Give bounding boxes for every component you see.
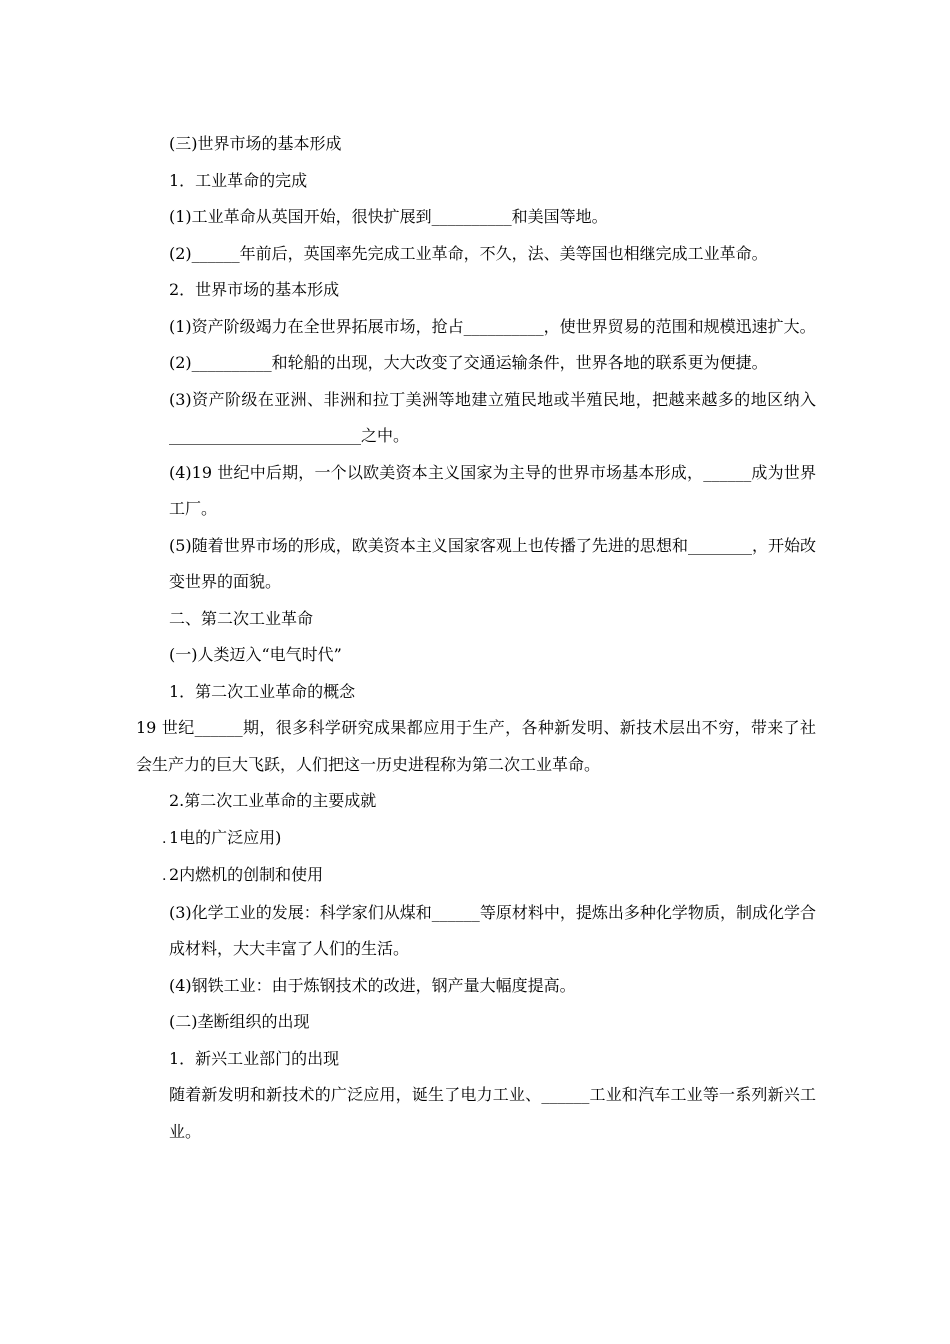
subheading-electric-age: (一)人类迈入“电气时代” <box>169 645 342 664</box>
item-internal-combustion <box>136 857 816 895</box>
item-steel-industry: (4)钢铁工业：由于炼钢技术的改进，钢产量大幅度提高。 <box>169 975 576 995</box>
item-spread-of-revolution: (1)工业革命从英国开始，很快扩展到__________和美国等地。 <box>169 207 608 226</box>
item-colonies: (3)资产阶级在亚洲、非洲和拉丁美洲等地建立殖民地或半殖民地，把越来越多的地区纳入________________________之中。 <box>169 389 816 445</box>
item-world-factory: (4)19 世纪中后期，一个以欧美资本主义国家为主导的世界市场基本形成，______成为世界工厂。 <box>169 462 816 518</box>
subheading-main-achievements: 2.第二次工业革命的主要成就 <box>169 791 377 810</box>
item-bourgeoisie-expand-market: (1)资产阶级竭力在全世界拓展市场，抢占__________，使世界贸易的范围和规模迅速扩大。 <box>169 316 816 336</box>
section-heading-world-market: (三)世界市场的基本形成 <box>169 134 342 153</box>
item-internal-combustion-text: 2内燃机的创制和使用 <box>169 865 324 884</box>
subheading-concept: 1．第二次工业革命的概念 <box>169 681 356 701</box>
subheading-monopoly: (二)垄断组织的出现 <box>169 1012 310 1031</box>
item-chemical-industry: (3)化学工业的发展：科学家们从煤和______等原材料中，提炼出多种化学物质，制成化学合成材料，大大丰富了人们的生活。 <box>169 902 816 958</box>
item-transport-conditions: (2)__________和轮船的出现，大大改变了交通运输条件，世界各地的联系更为便捷。 <box>169 353 768 372</box>
item-electricity <box>136 820 816 858</box>
paragraph-new-industries: 随着新发明和新技术的广泛应用，诞生了电力工业、______工业和汽车工业等一系列新兴工业。 <box>169 1085 816 1141</box>
document-body <box>136 126 816 1150</box>
item-britain-completes-revolution: (2)______年前后，英国率先完成工业革命，不久，法、美等国也相继完成工业革命。 <box>169 243 768 263</box>
bullet-mark: . <box>162 868 167 884</box>
bullet-mark: . <box>162 830 167 847</box>
paragraph-concept-definition: 19 世纪______期，很多科学研究成果都应用于生产，各种新发明、新技术层出不穷，带来了社会生产力的巨大飞跃，人们把这一历史进程称为第二次工业革命。 <box>136 718 816 774</box>
subheading-industrial-revolution-completion: 1．工业革命的完成 <box>169 170 308 190</box>
subheading-new-industries: 1．新兴工业部门的出现 <box>169 1048 340 1068</box>
item-electricity-text: 1电的广泛应用) <box>169 827 282 847</box>
section-heading-second-industrial-revolution: 二、第二次工业革命 <box>169 608 314 628</box>
subheading-world-market-formation: 2．世界市场的基本形成 <box>169 280 340 299</box>
item-spread-of-ideas: (5)随着世界市场的形成，欧美资本主义国家客观上也传播了先进的思想和________，开始改变世界的面貌。 <box>169 535 816 591</box>
